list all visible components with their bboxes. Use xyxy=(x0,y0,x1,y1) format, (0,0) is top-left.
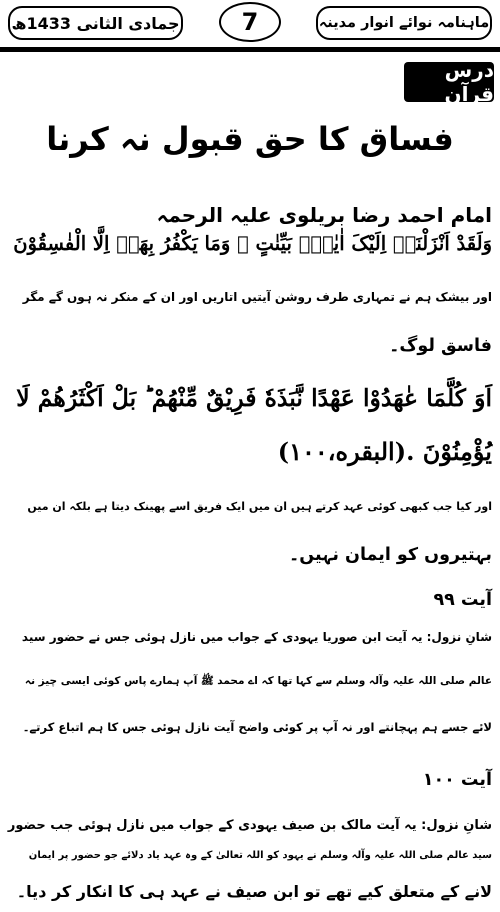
page-header xyxy=(0,0,500,52)
quran-verse-1: وَلَقَدْ اَنْزَلْنَاۤ اِلَیْکَ اٰیٰتٍۭ بَیِّنٰتٍ ۚ وَمَا یَکْفُرُ بِهَاۤ اِلَّا الْفٰسِقُوْنَ xyxy=(13,232,492,255)
article-author: امام احمد رضا بریلوی علیہ الرحمہ xyxy=(156,203,492,227)
magazine-name: ماہنامہ نوائے انوار مدینہ xyxy=(316,6,492,40)
section-tag: درس قرآن xyxy=(404,62,494,102)
quran-verse-2-line-2: یُؤْمِنُوْنَ .(البقره،١٠٠) xyxy=(277,437,492,466)
shan-nuzool-1-line-3: لائے جسے ہم پہچانتے اور نہ آپ پر کوئی واضح آیت نازل ہوئی جس کا ہم اتباع کرتے۔ xyxy=(22,720,492,734)
page-number: 7 xyxy=(219,2,281,42)
shan-nuzool-2-line-2: سید عالم صلی اللہ علیہ وآلہ وسلم نے یہود کو اللہ تعالیٰ کے وہ عہد یاد دلائے جو حضور پر ایمان xyxy=(28,850,492,861)
translation-1-line-1: اور بیشک ہم نے تمہاری طرف روشن آیتیں اتاریں اور ان کے منکر نہ ہوں گے مگر xyxy=(22,290,492,304)
verse-100-heading: آیت ١٠٠ xyxy=(422,770,492,790)
quran-verse-2-line-1: اَوَ کُلَّمَا عٰهَدُوْا عَهْدًا نَّبَذَهٗ فَرِیْقٌ مِّنْهُمْ ؕ بَلْ اَکْثَرُهُمْ لَا xyxy=(16,384,492,412)
translation-1-line-2: فاسق لوگ۔ xyxy=(389,336,492,356)
verse-99-heading: آیت ٩٩ xyxy=(433,590,492,610)
translation-2-line-1: اور کیا جب کبھی کوئی عہد کرتے ہیں ان میں ایک فریق اسے پھینک دیتا ہے بلکہ ان میں xyxy=(27,500,492,513)
header-divider xyxy=(0,47,500,52)
article-title: فساق کا حق قبول نہ کرنا xyxy=(46,120,454,158)
shan-nuzool-1-line-2: عالم صلی اللہ علیہ وآلہ وسلم سے کہا تھا کہ اے محمد ﷺ آپ ہمارے پاس کوئی ایسی چیز نہ xyxy=(24,675,492,687)
translation-2-line-2: بہتیروں کو ایمان نہیں۔ xyxy=(288,545,492,565)
shan-nuzool-1-line-1: شانِ نزول: یہ آیت ابن صوریا یہودی کے جواب میں نازل ہوئی جس نے حضور سید xyxy=(21,630,492,644)
issue-date: جمادی الثانی 1433ھ xyxy=(8,6,183,40)
shan-nuzool-2-line-1: شانِ نزول: یہ آیت مالک بن صیف یہودی کے جواب میں نازل ہوئی جب حضور xyxy=(7,818,492,833)
shan-nuzool-2-line-3: لانے کے متعلق کیے تھے تو ابن صیف نے عہد ہی کا انکار کر دیا۔ xyxy=(16,882,492,901)
